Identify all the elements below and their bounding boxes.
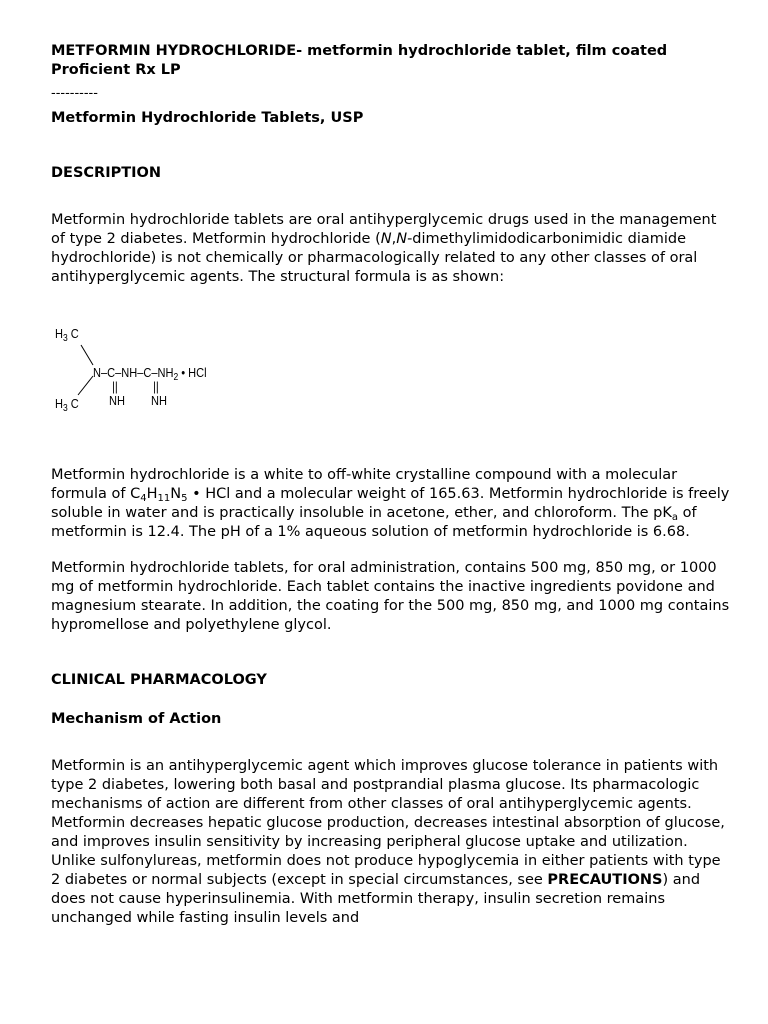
description-paragraph-2: Metformin hydrochloride is a white to off-white crystalline compound with a molecular formula of $C_4H_{11}N_5$ • HCl and a molecular weight of 165.63. Metformin hydrochloride is freely soluble in water and is practically insoluble in acetone, ether, and chloroform. The $pK_a$ of metformin is 12.4. The pH of a 1% aqueous solution of metformin hydrochloride is 6.68. (51, 467, 730, 540)
section-heading-description: DESCRIPTION (51, 165, 161, 181)
imine-label-2: NH (151, 393, 167, 408)
precautions-reference: PRECAUTIONS (547, 872, 663, 888)
imine-label-1: NH (109, 393, 125, 408)
formula-main-chain: $N-C-NH-C-NH_2$ • HCl (93, 365, 207, 383)
methyl-top-label: $H_3$ C (55, 326, 79, 344)
subsection-heading-mechanism: Mechanism of Action (51, 711, 222, 727)
document-page (51, 42, 731, 928)
description-paragraph-3: Metformin hydrochloride tablets, for oral administration, contains 500 mg, 850 mg, or 1000 mg of metformin hydrochloride. Each tablet contains the inactive ingredients povidone and magnesium stearate. In addition, the coating for the 500 mg, 850 mg, and 1000 mg contains hypromellose and polyethylene glycol. (51, 560, 730, 633)
description-paragraph-1: Metformin hydrochloride tablets are oral antihyperglycemic drugs used in the management of type 2 diabetes. Metformin hydrochloride (N,N-dimethylimidodicarbonimidic diamide hydrochloride) is not chemically or pharmacologically related to any other classes of oral antihyperglycemic agents. The structural formula is as shown: (51, 212, 717, 285)
double-bond-2: || (153, 379, 159, 394)
methyl-bottom-label: $H_3$ C (55, 396, 79, 414)
product-header-line-1: METFORMIN HYDROCHLORIDE- metformin hydrochloride tablet, film coated (51, 43, 668, 59)
bond-bottom-methyl (78, 376, 93, 395)
double-bond-1: || (112, 379, 118, 394)
structural-formula (53, 323, 253, 423)
product-header-line-2: Proficient Rx LP (51, 62, 181, 78)
bond-top-methyl (81, 345, 93, 365)
mechanism-paragraph: Metformin is an antihyperglycemic agent which improves glucose tolerance in patients with type 2 diabetes, lowering both basal and postprandial plasma glucose. Its pharmacologic mechanisms of action are different from other classes of oral antihyperglycemic agents. Metformin decreases hepatic glucose production, decreases intestinal absorption of glucose, and improves insulin sensitivity by increasing peripheral glucose uptake and utilization. Unlike sulfonylureas, metformin does not produce hypoglycemia in either patients with type 2 diabetes or normal subjects (except in special circumstances, see PRECAUTIONS) and does not cause hyperinsulinemia. With metformin therapy, insulin secretion remains unchanged while fasting insulin levels and (51, 758, 725, 926)
document-title: Metformin Hydrochloride Tablets, USP (51, 110, 364, 126)
section-heading-clinical-pharmacology: CLINICAL PHARMACOLOGY (51, 672, 267, 688)
separator-rule: ---------- (51, 86, 98, 101)
